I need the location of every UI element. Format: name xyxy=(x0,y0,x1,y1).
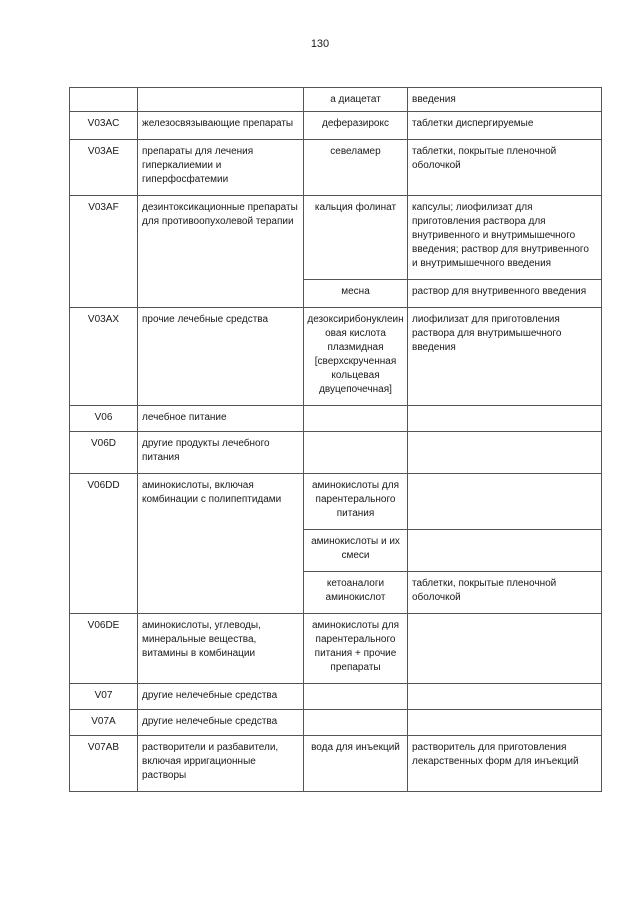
atc-code-cell: V07 xyxy=(70,684,138,710)
drug-name-cell xyxy=(304,710,408,736)
table-row xyxy=(70,140,602,196)
group-name-cell xyxy=(138,88,304,112)
drug-name-cell: а диацетат xyxy=(304,88,408,112)
drug-name-cell: месна xyxy=(304,280,408,308)
page-number: 130 xyxy=(310,38,330,50)
dosage-form-cell: введения xyxy=(408,88,602,112)
group-name-cell: другие нелечебные средства xyxy=(138,684,304,710)
group-name-cell: аминокислоты, углеводы, минеральные вещества, витамины в комбинации xyxy=(138,614,304,684)
dosage-form-cell xyxy=(408,406,602,432)
group-name-cell: другие продукты лечебного питания xyxy=(138,432,304,474)
drug-name-cell: аминокислоты для парентерального питания xyxy=(304,474,408,530)
table-row xyxy=(70,432,602,474)
dosage-form-cell: таблетки, покрытые пленочной оболочкой xyxy=(408,140,602,196)
group-name-cell: лечебное питание xyxy=(138,406,304,432)
dosage-form-cell: таблетки диспергируемые xyxy=(408,112,602,140)
table-row xyxy=(70,112,602,140)
drug-name-cell: аминокислоты для парентерального питания + прочие препараты xyxy=(304,614,408,684)
group-name-cell: препараты для лечения гиперкалиемии и гиперфосфатемии xyxy=(138,140,304,196)
drug-name-cell xyxy=(304,406,408,432)
dosage-form-cell xyxy=(408,432,602,474)
atc-code-cell: V03AX xyxy=(70,308,138,406)
drug-name-cell xyxy=(304,432,408,474)
dosage-form-cell xyxy=(408,474,602,530)
dosage-form-cell xyxy=(408,710,602,736)
atc-code-cell: V06D xyxy=(70,432,138,474)
drug-name-cell xyxy=(304,684,408,710)
table-row xyxy=(70,474,602,530)
atc-code-cell: V06DD xyxy=(70,474,138,614)
table-row xyxy=(70,684,602,710)
atc-code-cell: V03AC xyxy=(70,112,138,140)
table-row xyxy=(70,736,602,792)
atc-code-cell: V07A xyxy=(70,710,138,736)
group-name-cell: аминокислоты, включая комбинации с полипептидами xyxy=(138,474,304,614)
dosage-form-cell: капсулы; лиофилизат для приготовления раствора для внутривенного и внутримышечного введения; раствор для внутривенного и внутримышечного введения xyxy=(408,196,602,280)
drug-name-cell: кальция фолинат xyxy=(304,196,408,280)
medication-table xyxy=(69,87,602,792)
atc-code-cell: V07AB xyxy=(70,736,138,792)
atc-code-cell: V03AE xyxy=(70,140,138,196)
dosage-form-cell xyxy=(408,684,602,710)
dosage-form-cell: лиофилизат для приготовления раствора для внутримышечного введения xyxy=(408,308,602,406)
atc-code-cell: V06 xyxy=(70,406,138,432)
drug-name-cell: севеламер xyxy=(304,140,408,196)
dosage-form-cell xyxy=(408,530,602,572)
drug-name-cell: аминокислоты и их смеси xyxy=(304,530,408,572)
group-name-cell: другие нелечебные средства xyxy=(138,710,304,736)
atc-code-cell xyxy=(70,88,138,112)
group-name-cell: растворители и разбавители, включая ирригационные растворы xyxy=(138,736,304,792)
table-row xyxy=(70,88,602,112)
group-name-cell: дезинтоксикационные препараты для противоопухолевой терапии xyxy=(138,196,304,308)
dosage-form-cell: раствор для внутривенного введения xyxy=(408,280,602,308)
table-row xyxy=(70,614,602,684)
table-row xyxy=(70,308,602,406)
dosage-form-cell: растворитель для приготовления лекарственных форм для инъекций xyxy=(408,736,602,792)
drug-name-cell: деферазирокс xyxy=(304,112,408,140)
table-row xyxy=(70,196,602,280)
atc-code-cell: V06DE xyxy=(70,614,138,684)
group-name-cell: железосвязывающие препараты xyxy=(138,112,304,140)
table-row xyxy=(70,406,602,432)
dosage-form-cell xyxy=(408,614,602,684)
drug-name-cell: вода для инъекций xyxy=(304,736,408,792)
table-row xyxy=(70,710,602,736)
drug-name-cell: кетоаналоги аминокислот xyxy=(304,572,408,614)
drug-name-cell: дезоксирибонуклеиновая кислота плазмидная [сверхскрученная кольцевая двуцепочечная] xyxy=(304,308,408,406)
atc-code-cell: V03AF xyxy=(70,196,138,308)
group-name-cell: прочие лечебные средства xyxy=(138,308,304,406)
dosage-form-cell: таблетки, покрытые пленочной оболочкой xyxy=(408,572,602,614)
